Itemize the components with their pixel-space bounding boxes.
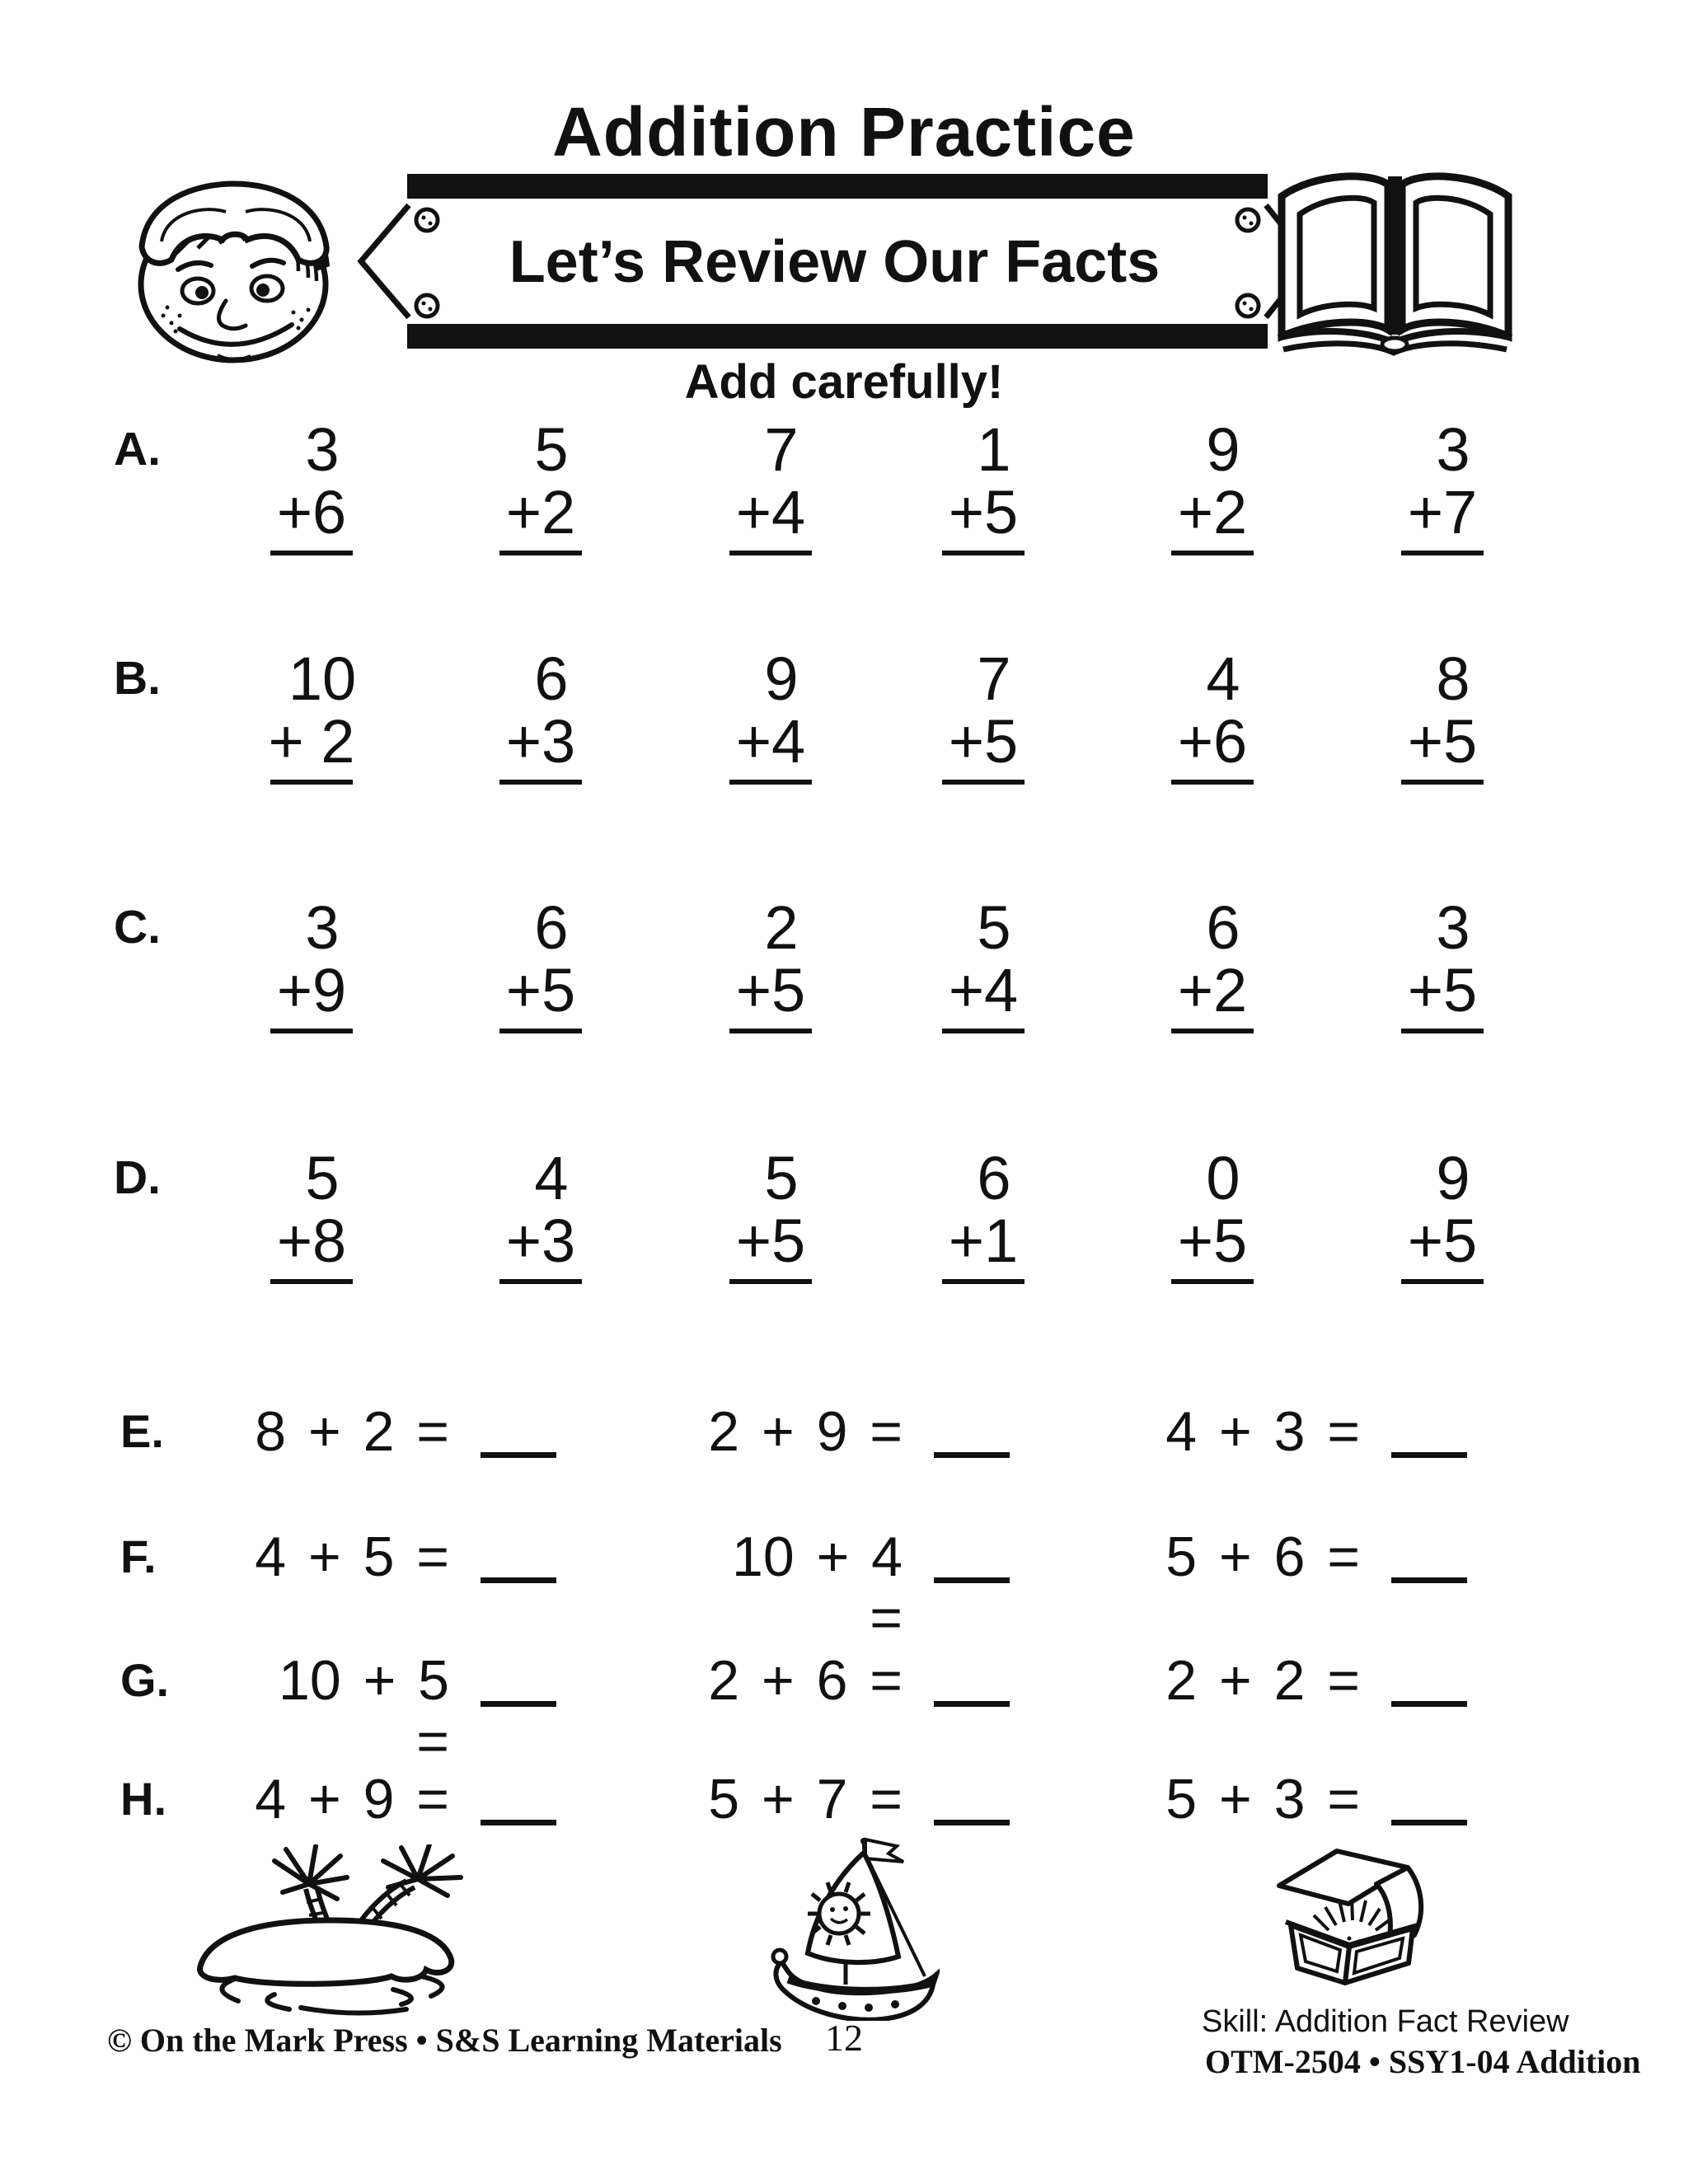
equation-text: 5 + 3 = — [1165, 1768, 1360, 1830]
addend-top: 3 — [305, 415, 340, 484]
addend-bottom: +8 — [276, 1207, 347, 1275]
answer-blank — [481, 1452, 556, 1458]
open-book-icon — [1273, 166, 1517, 356]
addend-bottom: +7 — [1407, 478, 1478, 546]
page-number: 12 — [825, 2017, 863, 2059]
equation — [1158, 1401, 1467, 1462]
answer-line — [499, 780, 582, 785]
answer-blank — [934, 1701, 1010, 1707]
addend-top: 5 — [764, 1144, 799, 1212]
row-A — [0, 415, 1688, 573]
addend-bottom: +5 — [1407, 1207, 1478, 1275]
addend-bottom: +5 — [1177, 1207, 1248, 1275]
row-D — [0, 1144, 1688, 1301]
equation-text: 10 + 5 = — [279, 1649, 449, 1773]
equation-text: 4 + 3 = — [1165, 1400, 1360, 1463]
row-label: H. — [120, 1773, 166, 1825]
answer-line — [1171, 780, 1254, 785]
addend-bottom: +6 — [1177, 707, 1248, 776]
equation-text: 2 + 6 = — [708, 1649, 903, 1712]
addition-problem — [250, 893, 373, 1033]
addend-top: 5 — [534, 415, 569, 484]
banner-title: Let’s Review Our Facts — [509, 228, 1160, 295]
answer-blank — [1391, 1577, 1467, 1583]
answer-line — [729, 1029, 812, 1033]
row-label: F. — [120, 1530, 157, 1582]
boy-with-goggles-icon — [122, 161, 353, 365]
addend-bottom: +3 — [505, 707, 576, 776]
addend-top: 3 — [1436, 415, 1470, 484]
addend-top: 4 — [1206, 644, 1240, 713]
addend-bottom: +2 — [1177, 956, 1248, 1024]
addend-bottom: +3 — [505, 1207, 576, 1275]
equation — [247, 1769, 556, 1830]
addend-bottom: +5 — [948, 478, 1019, 546]
addend-top: 6 — [534, 644, 569, 713]
palm-island-icon — [185, 1844, 470, 2018]
addend-top: 6 — [1206, 893, 1240, 962]
answer-blank — [481, 1577, 556, 1583]
addition-problem — [479, 893, 603, 1033]
addend-bottom: +1 — [948, 1207, 1019, 1275]
addend-top: 7 — [977, 644, 1011, 713]
addend-bottom: +4 — [948, 956, 1019, 1024]
addend-bottom: +4 — [735, 478, 806, 546]
equation-text: 5 + 6 = — [1165, 1526, 1360, 1588]
addend-top: 8 — [1436, 644, 1470, 713]
addition-problem — [921, 893, 1045, 1033]
answer-line — [1401, 1279, 1484, 1284]
equation — [247, 1650, 556, 1772]
addend-top: 4 — [534, 1144, 569, 1212]
answer-line — [1401, 551, 1484, 555]
addition-problem — [1151, 644, 1274, 785]
addend-top: 6 — [534, 893, 569, 962]
equation — [247, 1401, 556, 1462]
product-code: OTM-2504 • SSY1-04 Addition — [1205, 2043, 1641, 2080]
addition-problem — [1381, 1144, 1504, 1284]
equation — [247, 1526, 556, 1587]
addend-top: 9 — [1436, 1144, 1470, 1212]
addend-bottom: +5 — [505, 956, 576, 1024]
addition-problem — [479, 1144, 603, 1284]
row-E — [0, 1401, 1688, 1492]
answer-line — [270, 1279, 353, 1284]
addition-problem — [1381, 415, 1504, 555]
equation — [701, 1401, 1010, 1462]
answer-line — [942, 780, 1025, 785]
addition-problem — [250, 644, 373, 785]
row-label: D. — [114, 1151, 161, 1204]
addend-bottom: +2 — [1177, 478, 1248, 546]
equation-text: 8 + 2 = — [255, 1400, 449, 1463]
addend-bottom: +5 — [1407, 707, 1478, 776]
addend-bottom: +5 — [1407, 956, 1478, 1024]
addend-bottom: +9 — [276, 956, 347, 1024]
answer-line — [1171, 1279, 1254, 1284]
answer-blank — [934, 1820, 1010, 1825]
row-label: B. — [114, 652, 161, 705]
answer-line — [1171, 551, 1254, 555]
equation — [1158, 1650, 1467, 1711]
addend-bottom: +6 — [276, 478, 347, 546]
page-title: Addition Practice — [552, 93, 1136, 171]
addend-bottom: + 2 — [268, 707, 355, 776]
addition-problem — [1381, 644, 1504, 785]
addition-problem — [479, 415, 603, 555]
row-F — [0, 1526, 1688, 1649]
addition-problem — [1151, 893, 1274, 1033]
answer-blank — [934, 1577, 1010, 1583]
row-B — [0, 644, 1688, 802]
addend-top: 10 — [288, 644, 357, 713]
treasure-chest-icon — [1271, 1843, 1432, 1987]
addend-bottom: +5 — [735, 1207, 806, 1275]
sailboat-icon — [767, 1831, 940, 2021]
equation — [701, 1526, 1010, 1648]
answer-line — [1401, 780, 1484, 785]
addend-top: 9 — [764, 644, 799, 713]
row-label: E. — [120, 1405, 164, 1457]
equation-text: 10 + 4 = — [732, 1526, 903, 1649]
answer-line — [942, 1279, 1025, 1284]
answer-line — [729, 780, 812, 785]
equation — [1158, 1769, 1467, 1830]
addition-problem — [250, 1144, 373, 1284]
answer-line — [942, 551, 1025, 555]
row-G — [0, 1649, 1688, 1773]
equation-text: 5 + 7 = — [708, 1768, 903, 1830]
row-C — [0, 893, 1688, 1051]
title-banner — [354, 169, 1315, 354]
answer-line — [1171, 1029, 1254, 1033]
answer-line — [942, 1029, 1025, 1033]
addend-top: 5 — [305, 1144, 340, 1212]
answer-line — [729, 551, 812, 555]
row-label: G. — [120, 1654, 170, 1706]
addition-problem — [709, 415, 832, 555]
answer-line — [499, 551, 582, 555]
answer-blank — [1391, 1820, 1467, 1825]
answer-blank — [481, 1820, 556, 1825]
addend-top: 9 — [1206, 415, 1240, 484]
addend-bottom: +5 — [735, 956, 806, 1024]
addition-problem — [479, 644, 603, 785]
addend-top: 0 — [1206, 1144, 1240, 1212]
addend-bottom: +2 — [505, 478, 576, 546]
row-label: A. — [114, 423, 161, 476]
addition-problem — [921, 415, 1045, 555]
addend-top: 3 — [305, 893, 340, 962]
equation-text: 4 + 5 = — [255, 1526, 449, 1588]
answer-line — [499, 1279, 582, 1284]
addition-problem — [921, 1144, 1045, 1284]
addition-problem — [250, 415, 373, 555]
answer-line — [1401, 1029, 1484, 1033]
addition-problem — [1381, 893, 1504, 1033]
equation — [701, 1650, 1010, 1711]
skill-label: Skill: Addition Fact Review — [1202, 2004, 1569, 2039]
answer-line — [729, 1279, 812, 1284]
answer-blank — [934, 1452, 1010, 1458]
addend-bottom: +4 — [735, 707, 806, 776]
addend-top: 3 — [1436, 893, 1470, 962]
row-label: C. — [114, 901, 161, 954]
answer-blank — [1391, 1452, 1467, 1458]
addend-top: 6 — [977, 1144, 1011, 1212]
answer-line — [270, 1029, 353, 1033]
addend-top: 5 — [977, 893, 1011, 962]
copyright-text: © On the Mark Press • S&S Learning Materials — [107, 2022, 782, 2059]
addition-problem — [709, 893, 832, 1033]
equation-text: 2 + 9 = — [708, 1400, 903, 1463]
addend-bottom: +5 — [948, 707, 1019, 776]
answer-line — [270, 780, 353, 785]
answer-line — [499, 1029, 582, 1033]
answer-line — [270, 551, 353, 555]
addend-top: 2 — [764, 893, 799, 962]
equation — [701, 1769, 1010, 1830]
addition-problem — [709, 644, 832, 785]
addition-problem — [1151, 1144, 1274, 1284]
instruction-text: Add carefully! — [684, 355, 1004, 409]
equation-text: 2 + 2 = — [1165, 1649, 1360, 1712]
addition-problem — [709, 1144, 832, 1284]
answer-blank — [1391, 1701, 1467, 1707]
answer-blank — [481, 1701, 556, 1707]
addend-top: 1 — [977, 415, 1011, 484]
addition-problem — [1151, 415, 1274, 555]
addend-top: 7 — [764, 415, 799, 484]
equation — [1158, 1526, 1467, 1587]
addition-problem — [921, 644, 1045, 785]
equation-text: 4 + 9 = — [255, 1768, 449, 1830]
